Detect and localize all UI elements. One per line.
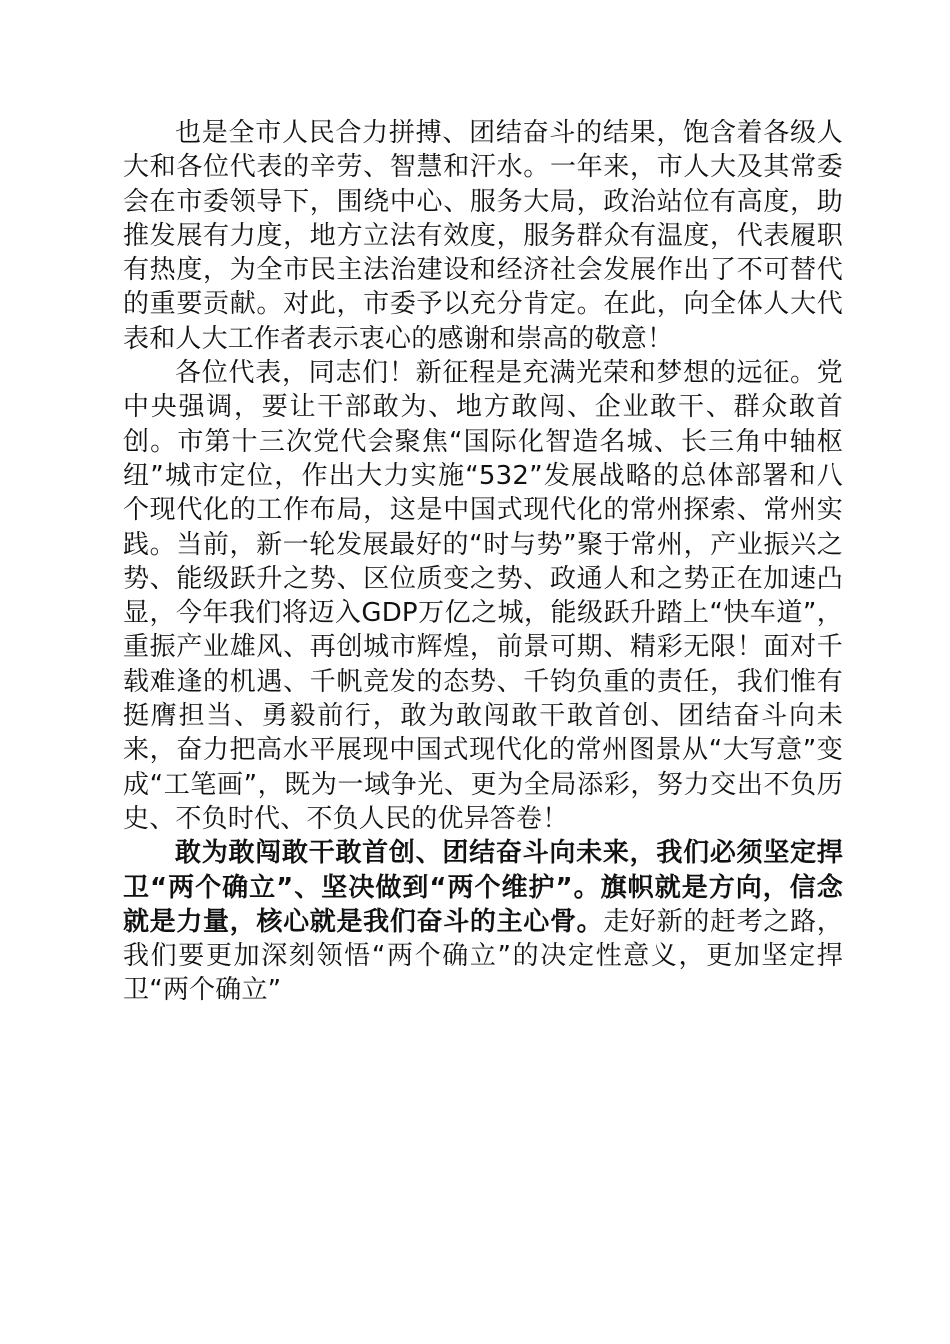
paragraph-1-text: 也是全市人民合力拼搏、团结奋斗的结果，饱含着各级人大和各位代表的辛劳、智慧和汗水。一年来，市人大及其常委会在市委领导下，围绕中心、服务大局，政治站位有高度，助推发展有力度，地方立法有效度，服务群众有温度，代表履职有热度，为全市民主法治建设和经济社会发展作出了不可替代的重要贡献。对此，市委予以充分肯定。在此，向全体人大代表和人大工作者表示衷心的感谢和崇高的敬意！: [123, 118, 843, 354]
paragraph-1: [123, 116, 843, 356]
paragraph-2-text: 各位代表，同志们！新征程是充满光荣和梦想的远征。党中央强调，要让干部敢为、地方敢闯、企业敢干、群众敢首创。市第十三次党代会聚焦“国际化智造名城、长三角中轴枢纽”城市定位，作出大力实施“532”发展战略的总体部署和八个现代化的工作布局，这是中国式现代化的常州探索、常州实践。当前，新一轮发展最好的“时与势”聚于常州，产业振兴之势、能级跃升之势、区位质变之势、政通人和之势正在加速凸显，今年我们将迈入GDP万亿之城，能级跃升踏上“快车道”，重振产业雄风、再创城市辉煌，前景可期、精彩无限！面对千载难逢的机遇、千帆竞发的态势、千钧负重的责任，我们惟有挺膺担当、勇毅前行，敢为敢闯敢干敢首创、团结奋斗向未来，奋力把高水平展现中国式现代化的常州图景从“大写意”变成“工笔画”，既为一域争光、更为全局添彩，努力交出不负历史、不负时代、不负人民的优异答卷！: [123, 358, 843, 834]
paragraph-2: [123, 356, 843, 836]
document-body: [123, 116, 843, 1008]
paragraph-3-text: 走好新的赶考之路，我们要更加深刻领悟“两个确立”的决定性意义，更加坚定捍卫“两个确立”: [123, 906, 843, 1006]
paragraph-3-bold-lead: 敢为敢闯敢干敢首创、团结奋斗向未来，我们必须坚定捍卫“两个确立”、坚决做到“两个维护”。旗帜就是方向，信念就是力量，核心就是我们奋斗的主心骨。: [123, 838, 843, 937]
paragraph-3: [123, 836, 843, 1007]
